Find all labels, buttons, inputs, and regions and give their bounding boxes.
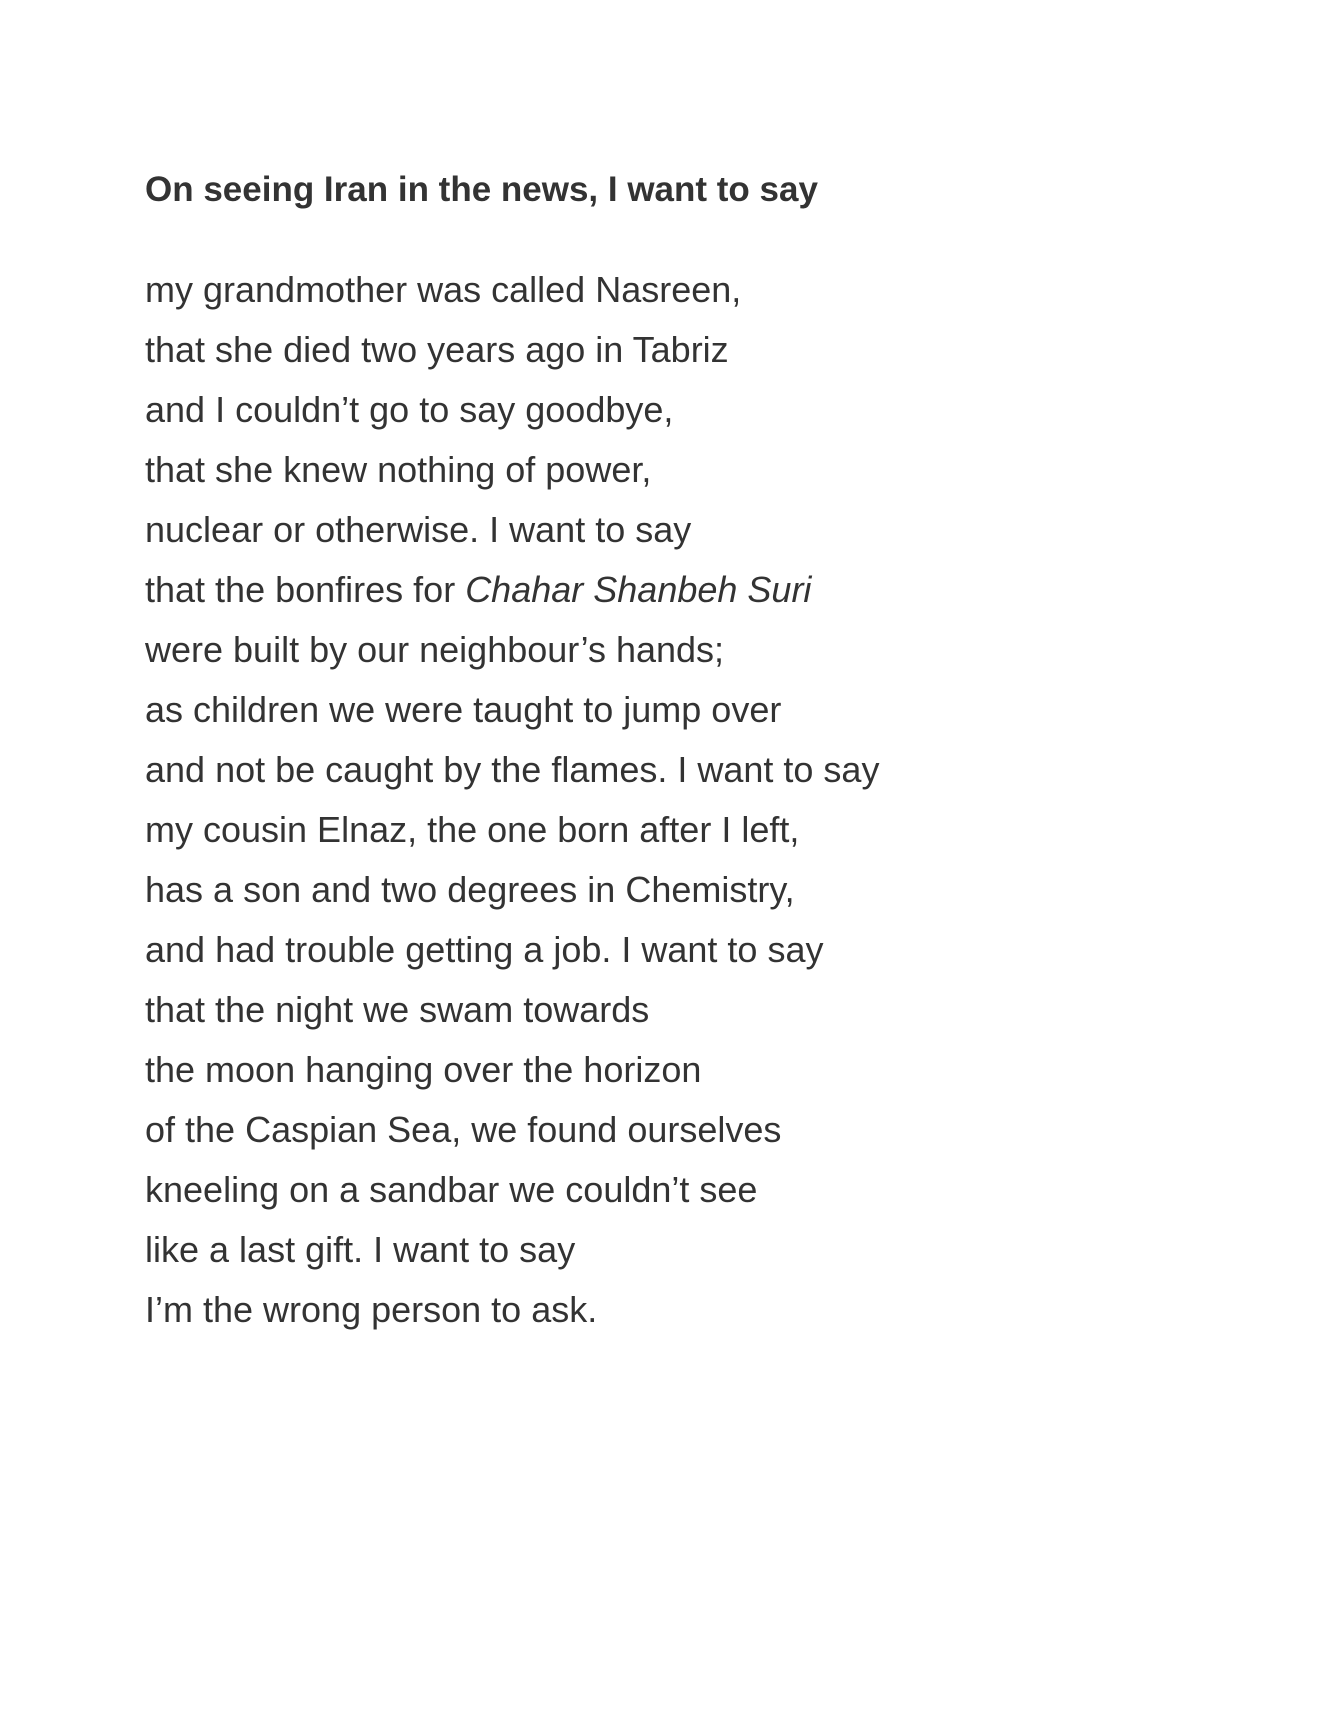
- poem-line-1: my grandmother was called Nasreen,: [145, 269, 742, 310]
- poem-line-8: as children we were taught to jump over: [145, 689, 782, 730]
- poem-line-9: and not be caught by the flames. I want to say: [145, 749, 880, 790]
- poem-line-16: kneeling on a sandbar we couldn’t see: [145, 1169, 758, 1210]
- poem-body: [145, 260, 1225, 1340]
- poem-line-6: [145, 560, 1225, 620]
- poem-line-18: I’m the wrong person to ask.: [145, 1289, 598, 1330]
- poem-line-12: and had trouble getting a job. I want to say: [145, 929, 824, 970]
- poem-line-5: nuclear or otherwise. I want to say: [145, 509, 692, 550]
- poem-page: [145, 164, 1225, 1340]
- poem-line-11: has a son and two degrees in Chemistry,: [145, 869, 795, 910]
- poem-line-10: my cousin Elnaz, the one born after I left,: [145, 809, 800, 850]
- poem-line-4: that she knew nothing of power,: [145, 449, 652, 490]
- poem-line-15: of the Caspian Sea, we found ourselves: [145, 1109, 782, 1150]
- poem-title: On seeing Iran in the news, I want to say: [145, 170, 818, 209]
- poem-line-6-text: that the bonfires for: [145, 569, 466, 610]
- poem-line-3: and I couldn’t go to say goodbye,: [145, 389, 674, 430]
- poem-line-7: were built by our neighbour’s hands;: [145, 629, 725, 670]
- poem-line-6-italic-phrase: Chahar Shanbeh Suri: [465, 569, 812, 610]
- poem-line-13: that the night we swam towards: [145, 989, 650, 1030]
- poem-line-2: that she died two years ago in Tabriz: [145, 329, 729, 370]
- poem-line-17: like a last gift. I want to say: [145, 1229, 576, 1270]
- poem-line-14: the moon hanging over the horizon: [145, 1049, 702, 1090]
